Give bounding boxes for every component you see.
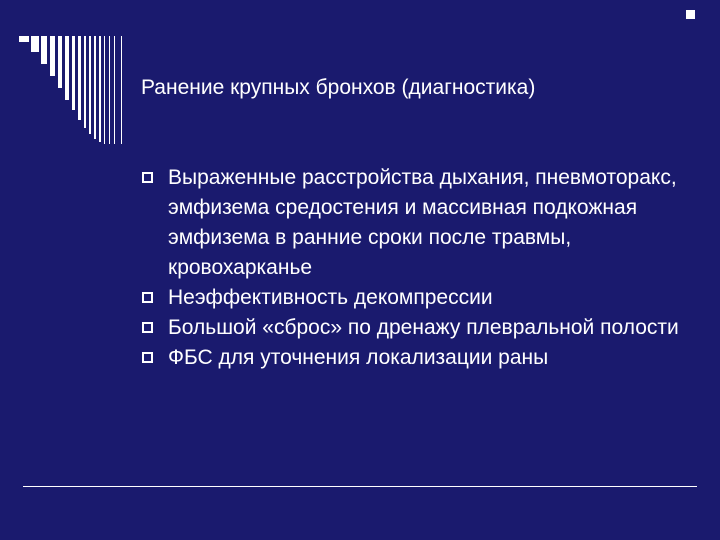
decor-bar xyxy=(31,36,39,52)
decor-bar xyxy=(121,36,122,144)
corner-square-decoration xyxy=(686,10,695,19)
bullet-list xyxy=(141,163,696,373)
slide-title: Ранение крупных бронхов (диагностика) xyxy=(141,76,536,99)
decor-bar xyxy=(89,36,91,134)
decor-bar xyxy=(94,36,96,139)
bullet-text: Неэффективность декомпрессии xyxy=(168,286,493,309)
bullet-text: Большой «сброс» по дренажу плевральной полости xyxy=(168,316,679,339)
decor-bar xyxy=(58,36,62,88)
hollow-square-bullet-icon xyxy=(142,172,153,183)
decor-bar xyxy=(84,36,86,128)
hollow-square-bullet-icon xyxy=(142,352,153,363)
hollow-square-bullet-icon xyxy=(142,322,153,333)
bullet-item xyxy=(141,313,696,343)
bullet-item xyxy=(141,343,696,373)
decor-bar xyxy=(72,36,75,110)
decor-bar xyxy=(114,36,115,144)
decor-bar xyxy=(41,36,47,64)
decor-bar xyxy=(78,36,81,120)
bullet-item xyxy=(141,283,696,313)
bullet-text: ФБС для уточнения локализации раны xyxy=(168,346,549,369)
decor-bar xyxy=(104,36,105,144)
hollow-square-bullet-icon xyxy=(142,292,153,303)
footer-divider xyxy=(23,486,697,487)
decor-bar xyxy=(99,36,101,142)
bullet-item xyxy=(141,163,696,283)
decor-bar xyxy=(50,36,55,76)
decorative-bars xyxy=(0,0,130,145)
decor-bar xyxy=(19,36,29,42)
decor-bar xyxy=(65,36,69,100)
decor-bar xyxy=(109,36,110,144)
bullet-text: Выраженные расстройства дыхания, пневмоторакс, эмфизема средостения и массивная подкожная эмфизема в ранние сроки после травмы, кровохарканье xyxy=(168,166,677,279)
